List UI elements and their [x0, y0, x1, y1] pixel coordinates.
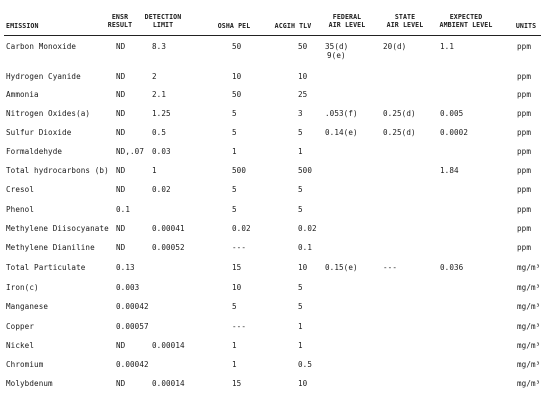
acgih-tlv: 10 — [298, 379, 308, 388]
emission-name: Chromium — [6, 360, 44, 369]
acgih-tlv: 500 — [298, 166, 313, 175]
units: ppm — [517, 72, 532, 81]
units: ppm — [517, 42, 532, 51]
expected-ambient-level: 0.036 — [440, 263, 464, 272]
acgih-tlv: 1 — [298, 322, 303, 331]
acgih-tlv: 10 — [298, 263, 308, 272]
ensr-result: ND — [116, 90, 126, 99]
units: ppm — [517, 109, 532, 118]
header-ensr-2: RESULT — [107, 21, 133, 29]
emission-name: Cresol — [6, 185, 35, 194]
acgih-tlv: 50 — [298, 42, 308, 51]
acgih-tlv: 5 — [298, 185, 303, 194]
detection-limit: 0.00052 — [152, 243, 185, 252]
units: mg/m³ — [517, 379, 541, 388]
header-federal-1: FEDERAL — [332, 13, 362, 21]
osha-pel: 5 — [232, 205, 237, 214]
detection-limit: 8.3 — [152, 42, 167, 51]
emission-name: Sulfur Dioxide — [6, 128, 72, 137]
acgih-tlv: 1 — [298, 147, 303, 156]
detection-limit: 1.25 — [152, 109, 171, 118]
detection-limit: 0.00041 — [152, 224, 185, 233]
units: ppm — [517, 128, 532, 137]
header-acgih-tlv: ACGIH TLV — [274, 22, 312, 30]
detection-limit: 1 — [152, 166, 157, 175]
emission-name: Manganese — [6, 302, 49, 311]
osha-pel: 500 — [232, 166, 247, 175]
units: ppm — [517, 90, 532, 99]
ensr-result: ND,.07 — [116, 147, 145, 156]
header-expected-2: AMBIENT LEVEL — [439, 21, 493, 29]
ensr-result: 0.00042 — [116, 302, 149, 311]
osha-pel: --- — [232, 322, 247, 331]
acgih-tlv: 5 — [298, 205, 303, 214]
osha-pel: 0.02 — [232, 224, 251, 233]
ensr-result: ND — [116, 128, 126, 137]
ensr-result: 0.1 — [116, 205, 131, 214]
ensr-result: 0.13 — [116, 263, 135, 272]
emission-name: Formaldehyde — [6, 147, 63, 156]
units: mg/m³ — [517, 341, 541, 350]
acgih-tlv: 0.02 — [298, 224, 317, 233]
units: ppm — [517, 205, 532, 214]
detection-limit: 0.03 — [152, 147, 171, 156]
expected-ambient-level: 0.005 — [440, 109, 464, 118]
emission-name: Methylene Dianiline — [6, 243, 95, 252]
ensr-result: ND — [116, 109, 126, 118]
detection-limit: 2.1 — [152, 90, 167, 99]
units: ppm — [517, 166, 532, 175]
federal-air-level: 0.14(e) — [325, 128, 358, 137]
units: ppm — [517, 224, 532, 233]
ensr-result: ND — [116, 243, 126, 252]
header-state-1: STATE — [394, 13, 416, 21]
state-air-level: 0.25(d) — [383, 128, 416, 137]
header-detection-2: LIMIT — [152, 21, 174, 29]
expected-ambient-level: 0.0002 — [440, 128, 469, 137]
ensr-result: ND — [116, 42, 126, 51]
ensr-result: ND — [116, 379, 126, 388]
osha-pel: --- — [232, 243, 247, 252]
header-units: UNITS — [515, 22, 537, 30]
acgih-tlv: 25 — [298, 90, 308, 99]
emission-name: Nickel — [6, 341, 35, 350]
detection-limit: 2 — [152, 72, 157, 81]
header-expected-1: EXPECTED — [449, 13, 483, 21]
units: mg/m³ — [517, 302, 541, 311]
emission-name: Methylene Diisocyanate — [6, 224, 109, 233]
state-air-level: 20(d) — [383, 42, 407, 51]
header-ensr-1: ENSR — [111, 13, 129, 21]
emission-name: Carbon Monoxide — [6, 42, 77, 51]
units: ppm — [517, 243, 532, 252]
header-osha-pel: OSHA PEL — [217, 22, 251, 30]
ensr-result: ND — [116, 341, 126, 350]
units: mg/m³ — [517, 283, 541, 292]
federal-air-level: 0.15(e) — [325, 263, 358, 272]
units: ppm — [517, 185, 532, 194]
ensr-result: 0.003 — [116, 283, 140, 292]
ensr-result: 0.00042 — [116, 360, 149, 369]
emission-name: Iron(c) — [6, 283, 39, 292]
emission-name: Total hydrocarbons (b) — [6, 166, 109, 175]
osha-pel: 15 — [232, 263, 242, 272]
units: mg/m³ — [517, 360, 541, 369]
acgih-tlv: 5 — [298, 283, 303, 292]
acgih-tlv: 5 — [298, 128, 303, 137]
detection-limit: 0.00014 — [152, 341, 185, 350]
state-air-level: --- — [383, 263, 398, 272]
osha-pel: 15 — [232, 379, 242, 388]
header-state-2: AIR LEVEL — [386, 21, 424, 29]
emission-name: Ammonia — [6, 90, 39, 99]
osha-pel: 10 — [232, 72, 242, 81]
units: ppm — [517, 147, 532, 156]
emission-name: Copper — [6, 322, 35, 331]
header-emission: EMISSION — [6, 22, 39, 30]
osha-pel: 5 — [232, 128, 237, 137]
emission-name: Hydrogen Cyanide — [6, 72, 81, 81]
osha-pel: 10 — [232, 283, 242, 292]
expected-ambient-level: 1.84 — [440, 166, 459, 175]
emission-name: Phenol — [6, 205, 35, 214]
osha-pel: 5 — [232, 302, 237, 311]
ensr-result: 0.00057 — [116, 322, 149, 331]
emission-name: Nitrogen Oxides(a) — [6, 109, 91, 118]
header-federal-2: AIR LEVEL — [328, 21, 366, 29]
osha-pel: 5 — [232, 109, 237, 118]
osha-pel: 1 — [232, 147, 237, 156]
header-rule — [4, 35, 541, 36]
osha-pel: 1 — [232, 360, 237, 369]
ensr-result: ND — [116, 185, 126, 194]
federal-air-level: .053(f) — [325, 109, 358, 118]
state-air-level: 0.25(d) — [383, 109, 416, 118]
detection-limit: 0.5 — [152, 128, 167, 137]
acgih-tlv: 3 — [298, 109, 303, 118]
acgih-tlv: 1 — [298, 341, 303, 350]
osha-pel: 50 — [232, 90, 242, 99]
acgih-tlv: 5 — [298, 302, 303, 311]
federal-air-level: 35(d) — [325, 42, 349, 51]
header-detection-1: DETECTION — [144, 13, 182, 21]
acgih-tlv: 0.1 — [298, 243, 313, 252]
federal-air-level-secondary: 9(e) — [327, 51, 346, 60]
units: mg/m³ — [517, 263, 541, 272]
emission-name: Total Particulate — [6, 263, 86, 272]
acgih-tlv: 10 — [298, 72, 308, 81]
emission-name: Molybdenum — [6, 379, 53, 388]
units: mg/m³ — [517, 322, 541, 331]
osha-pel: 50 — [232, 42, 242, 51]
detection-limit: 0.00014 — [152, 379, 185, 388]
expected-ambient-level: 1.1 — [440, 42, 455, 51]
osha-pel: 1 — [232, 341, 237, 350]
ensr-result: ND — [116, 72, 126, 81]
acgih-tlv: 0.5 — [298, 360, 313, 369]
detection-limit: 0.02 — [152, 185, 171, 194]
ensr-result: ND — [116, 224, 126, 233]
ensr-result: ND — [116, 166, 126, 175]
osha-pel: 5 — [232, 185, 237, 194]
